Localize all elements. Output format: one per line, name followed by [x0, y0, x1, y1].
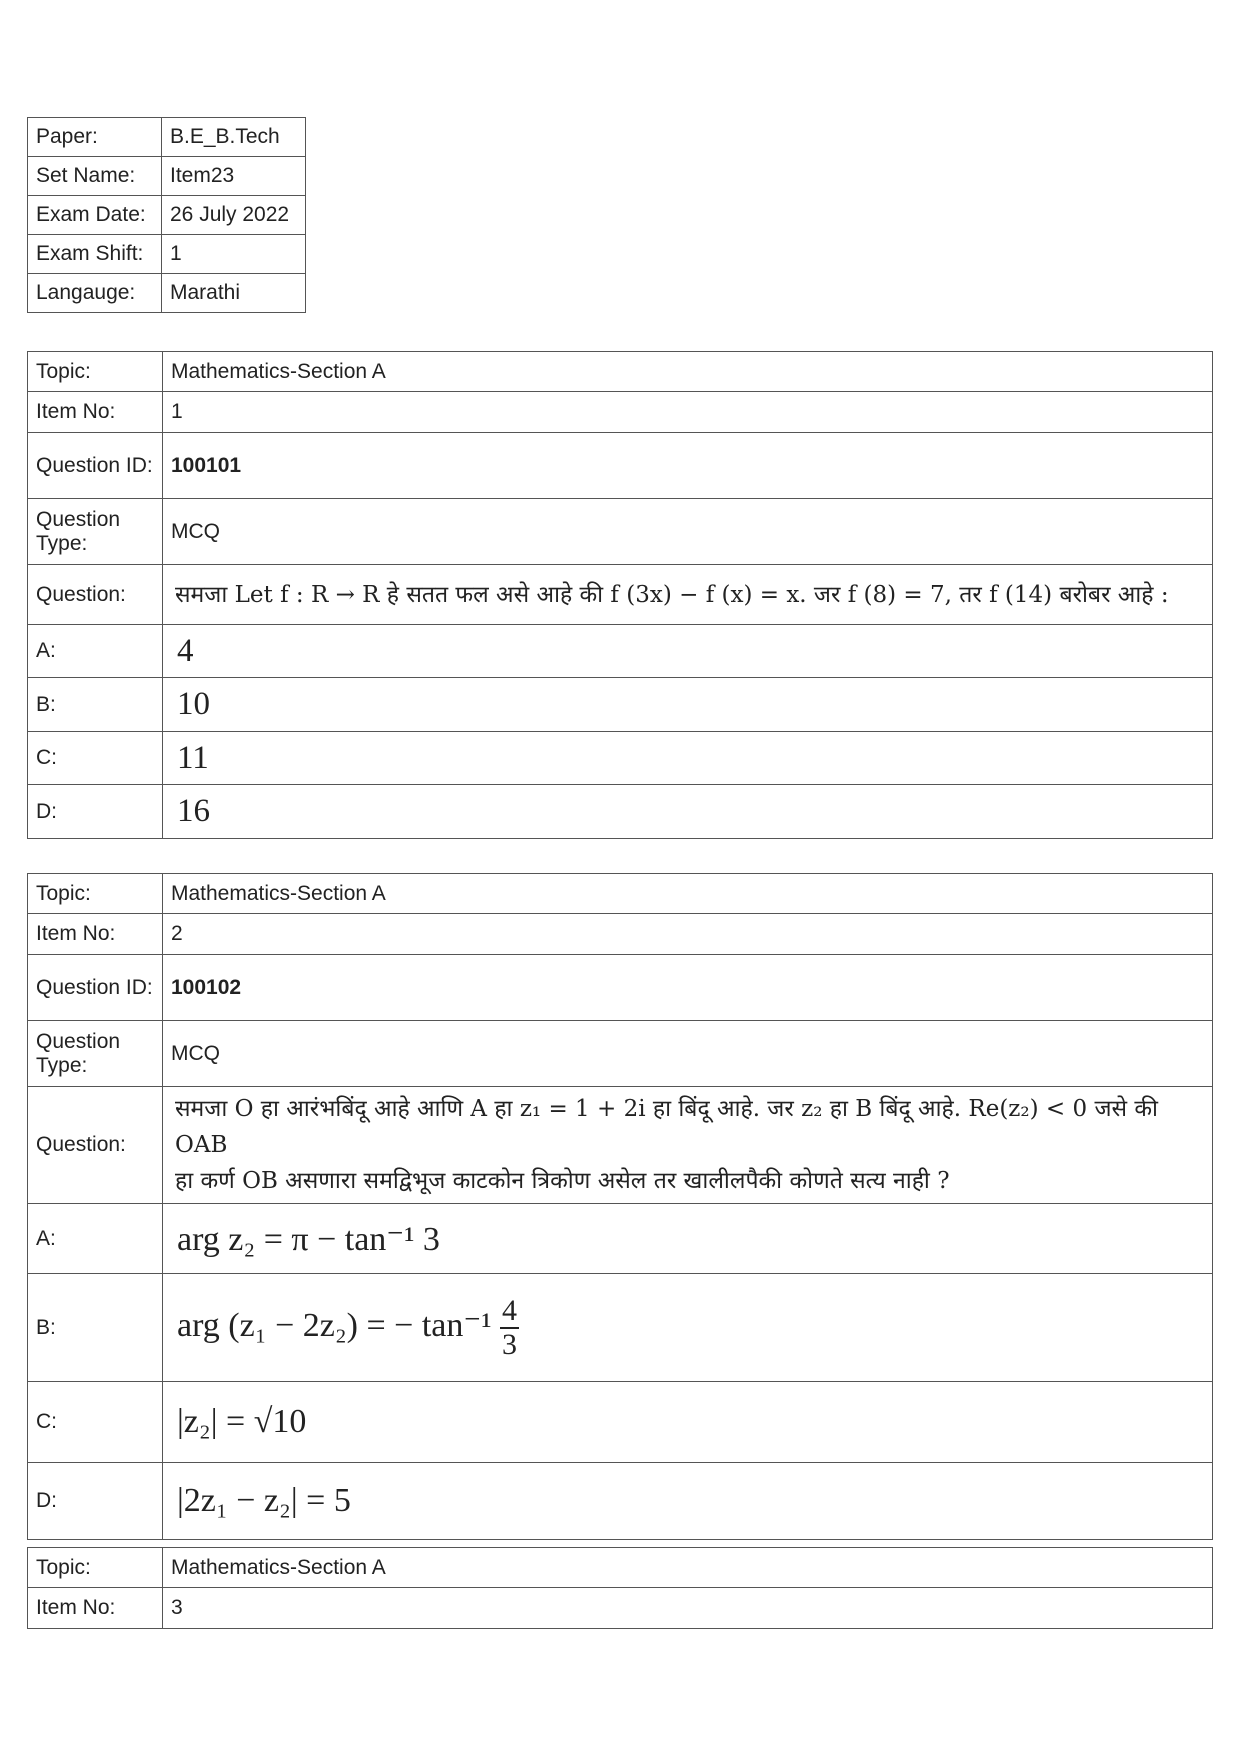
meta-value: Item23: [162, 157, 306, 196]
meta-row-exam-shift: [28, 235, 306, 274]
question-table-2: [27, 873, 1213, 1540]
option-row-d: [28, 785, 1213, 839]
option-b-expression: arg (z₁ − 2z₂) = − tan⁻¹: [177, 1306, 492, 1344]
option-d-label: D:: [28, 785, 163, 839]
question-row: [28, 565, 1213, 625]
option-c-value: 11: [163, 732, 1213, 785]
question-text: समजा Let f : R → R हे सतत फल असे आहे की f (3x) − f (x) = x. जर f (8) = 7, तर f (14) बरोबर आहे :: [163, 565, 1213, 625]
question-id-row: [28, 433, 1213, 499]
topic-row: [28, 874, 1213, 914]
meta-value: 1: [162, 235, 306, 274]
question-type-value: MCQ: [163, 1021, 1213, 1087]
option-row-b: [28, 1274, 1213, 1382]
item-no-label: Item No:: [28, 392, 163, 433]
exam-meta-table: [27, 117, 306, 313]
meta-row-set-name: [28, 157, 306, 196]
meta-label: Exam Date:: [28, 196, 162, 235]
topic-value: Mathematics-Section A: [163, 874, 1213, 914]
meta-label: Exam Shift:: [28, 235, 162, 274]
topic-label: Topic:: [28, 1548, 163, 1588]
meta-label: Langauge:: [28, 274, 162, 313]
meta-row-language: [28, 274, 306, 313]
option-row-c: [28, 1382, 1213, 1463]
question-text-line-2: हा कर्ण OB असणारा समद्विभूज काटकोन त्रिकोण असेल तर खालीलपैकी कोणते सत्य नाही ?: [175, 1168, 950, 1194]
question-table-1: [27, 351, 1213, 839]
option-a-value: arg z₂ = π − tan⁻¹ 3: [163, 1204, 1213, 1274]
item-no-label: Item No:: [28, 1588, 163, 1629]
option-d-label: D:: [28, 1463, 163, 1540]
meta-label: Set Name:: [28, 157, 162, 196]
topic-value: Mathematics-Section A: [163, 1548, 1213, 1588]
option-b-fraction: [500, 1295, 519, 1361]
question-label: Question:: [28, 1087, 163, 1204]
option-b-value: [163, 1274, 1213, 1382]
option-a-label: A:: [28, 625, 163, 678]
meta-label: Paper:: [28, 118, 162, 157]
fraction-denominator: 3: [502, 1327, 518, 1361]
item-no-value: 3: [163, 1588, 1213, 1629]
option-d-value: 16: [163, 785, 1213, 839]
option-row-d: [28, 1463, 1213, 1540]
option-b-value: 10: [163, 678, 1213, 732]
option-b-label: B:: [28, 678, 163, 732]
topic-row: [28, 1548, 1213, 1588]
question-type-value: MCQ: [163, 499, 1213, 565]
option-d-value: |2z₁ − z₂| = 5: [163, 1463, 1213, 1540]
option-a-label: A:: [28, 1204, 163, 1274]
option-c-label: C:: [28, 732, 163, 785]
question-id-row: [28, 955, 1213, 1021]
option-b-label: B:: [28, 1274, 163, 1382]
topic-row: [28, 352, 1213, 392]
question-id-label: Question ID:: [28, 433, 163, 499]
meta-value: B.E_B.Tech: [162, 118, 306, 157]
item-no-row: [28, 914, 1213, 955]
item-no-value: 1: [163, 392, 1213, 433]
question-id-value: 100102: [163, 955, 1213, 1021]
question-type-label: Question Type:: [28, 1021, 163, 1087]
fraction-numerator: 4: [502, 1293, 518, 1327]
option-c-label: C:: [28, 1382, 163, 1463]
item-no-row: [28, 1588, 1213, 1629]
item-no-value: 2: [163, 914, 1213, 955]
option-c-value: |z₂| = √10: [163, 1382, 1213, 1463]
question-label: Question:: [28, 565, 163, 625]
question-type-row: [28, 499, 1213, 565]
question-row: [28, 1087, 1213, 1204]
option-a-value: 4: [163, 625, 1213, 678]
meta-row-paper: [28, 118, 306, 157]
question-id-label: Question ID:: [28, 955, 163, 1021]
option-row-b: [28, 678, 1213, 732]
topic-value: Mathematics-Section A: [163, 352, 1213, 392]
question-text-line-1: समजा O हा आरंभबिंदू आहे आणि A हा z₁ = 1 + 2i हा बिंदू आहे. जर z₂ हा B बिंदू आहे. Re(z₂) < 0 जसे की OAB: [175, 1096, 1158, 1158]
option-row-a: [28, 1204, 1213, 1274]
question-text: [163, 1087, 1213, 1204]
meta-row-exam-date: [28, 196, 306, 235]
question-type-row: [28, 1021, 1213, 1087]
meta-value: Marathi: [162, 274, 306, 313]
question-type-label: Question Type:: [28, 499, 163, 565]
topic-label: Topic:: [28, 874, 163, 914]
item-no-row: [28, 392, 1213, 433]
option-row-c: [28, 732, 1213, 785]
topic-label: Topic:: [28, 352, 163, 392]
question-table-3: [27, 1547, 1213, 1629]
question-id-value: 100101: [163, 433, 1213, 499]
item-no-label: Item No:: [28, 914, 163, 955]
meta-value: 26 July 2022: [162, 196, 306, 235]
option-row-a: [28, 625, 1213, 678]
